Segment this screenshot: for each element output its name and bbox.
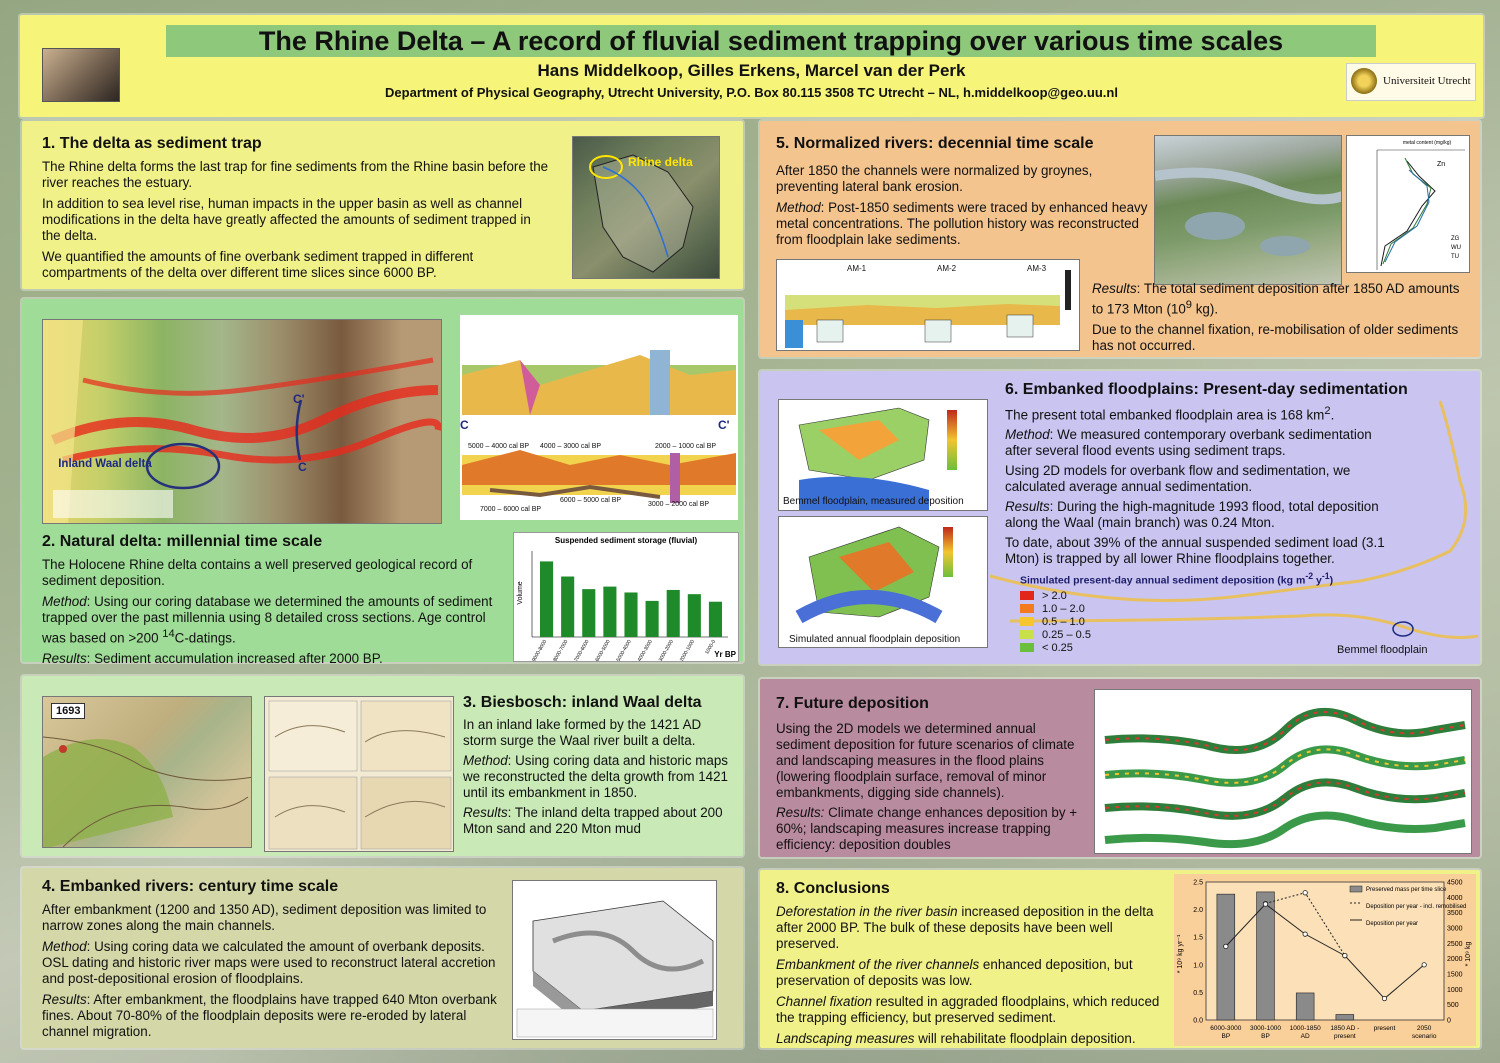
s6-paragraph-1: The present total embanked floodplain area is 168 $km^2$. — [1005, 405, 1335, 423]
legend-label: 0.5 – 1.0 — [1042, 615, 1085, 628]
legend-item — [1020, 603, 1333, 615]
y1-tick: 2.0 — [1193, 907, 1203, 915]
legend-title: Simulated present-day annual sediment deposition (kg $m^{-2}$ $y^{-1}$) — [1020, 571, 1334, 587]
y2-tick: 4500 — [1447, 879, 1463, 887]
category-label: 3000-1000 — [1249, 1025, 1282, 1032]
legend-items — [1020, 590, 1333, 654]
legend-item — [1020, 642, 1333, 654]
xsec-core-label: AM-3 — [1027, 264, 1047, 273]
s3-paragraph-1: In an inland lake formed by the 1421 AD storm surge the Waal river built a delta. — [463, 717, 702, 748]
storage-bar — [540, 561, 553, 637]
metal-element: Zn — [1437, 161, 1446, 168]
s2-paragraph-1: The Holocene Rhine delta contains a well preserved geological record of sediment deposition. — [42, 557, 473, 588]
category-label: present — [1373, 1025, 1396, 1032]
y1-tick: 2.5 — [1193, 879, 1203, 887]
metal-legend-item: ZG — [1451, 236, 1460, 242]
s5-paragraph-2: Method: Post-1850 sediments were traced by enhanced heavy metal concentrations. The pollution history was reconstructed from floodplain lake sediments. — [776, 200, 1148, 247]
legend-label: 0.25 – 0.5 — [1042, 628, 1091, 641]
s6-paragraph-3: Using 2D models for overbank flow and sedimentation, we calculated average annual sedimentation. — [1005, 463, 1351, 495]
chart-ylabel: Volume — [517, 581, 524, 605]
bemmel-floodplain-label: Bemmel floodplain — [1337, 644, 1428, 656]
s7-paragraph-2: Results: Climate change enhances deposition by + 60%; landscaping measures increase trapping efficiency: deposition doubles — [776, 805, 1078, 852]
xsec-period-label: 7000 – 6000 cal BP — [480, 506, 542, 513]
y2-tick: 4000 — [1447, 894, 1463, 902]
metal-legend-item: WU — [1451, 245, 1461, 251]
deposition-legend — [1020, 571, 1333, 655]
storage-tick-label: 7000-6000 — [573, 639, 591, 661]
sediment-storage-chart — [513, 532, 739, 662]
conclusion-chart — [1174, 874, 1476, 1046]
university-seal-icon — [1351, 68, 1377, 94]
s4-paragraph-1: After embankment (1200 and 1350 AD), sediment deposition was limited to narrow zones along the main channels. — [42, 902, 487, 933]
remobilised-deposition-line-point — [1303, 891, 1307, 895]
inland-waal-delta-label: Inland Waal delta — [58, 458, 152, 470]
y1-tick: 1.5 — [1193, 934, 1203, 942]
s4-paragraph-3: Results: After embankment, the floodplains have trapped 640 Mton overbank fines. About 70-80% of the floodplain deposits were re-eroded by lateral channel migration. — [42, 992, 497, 1039]
legend-label: Deposition per year — [1366, 921, 1419, 927]
s3-paragraph-2: Method: Using coring data and historic maps we reconstructed the delta growth from 1421 until its embankment in 1850. — [463, 753, 728, 800]
storage-bar — [582, 589, 595, 637]
header — [20, 15, 1483, 117]
simulated-deposition-svg — [779, 517, 988, 648]
map-c-prime-label: C' — [293, 392, 305, 406]
future-scenario-maps — [1094, 689, 1472, 854]
sediment-storage-chart-svg — [514, 533, 738, 661]
y2-axis-label: * 10⁹ kg — [1465, 941, 1472, 967]
preserved-mass-bar — [1217, 894, 1235, 1020]
metal-profile-chart — [1346, 135, 1470, 273]
historic-map-1693 — [42, 696, 252, 848]
rhine-delta-label: Rhine delta — [628, 155, 693, 169]
y1-axis-label: * 10⁹ kg yr⁻¹ — [1177, 934, 1184, 974]
s4-paragraph-2: Method: Using coring data we calculated the amount of overbank deposits. OSL dating and historic river maps were used to reconstruct lateral accretion and post-depositional erosion of floodplains. — [42, 939, 496, 986]
section-4-panel — [22, 868, 743, 1048]
section-8-title: 8. Conclusions — [776, 880, 890, 897]
preserved-mass-bar — [1296, 993, 1314, 1020]
chart-title: Suspended sediment storage (fluvial) — [554, 536, 698, 545]
category-label: BP — [1221, 1033, 1231, 1040]
simulated-deposition-map — [778, 516, 988, 648]
section-6-panel — [760, 371, 1480, 664]
section-3-title: 3. Biesbosch: inland Waal delta — [463, 694, 702, 711]
floodplain-xsec-svg — [777, 260, 1080, 351]
legend-bar-swatch — [1350, 886, 1362, 892]
metal-title: metal content (mg/kg) — [1402, 140, 1452, 146]
category-label: 2050 — [1416, 1025, 1432, 1032]
s3-paragraph-3: Results: The inland delta trapped about 200 Mton sand and 220 Mton mud — [463, 805, 723, 836]
block-diagram-svg — [513, 881, 717, 1040]
aerial-photo-svg — [1155, 136, 1342, 285]
bemmel-measured-caption: Bemmel floodplain, measured deposition — [783, 496, 964, 507]
conclusion-2: Embankment of the river channels enhanced deposition, but preservation of deposits was low. — [776, 957, 1133, 988]
university-logo — [1346, 63, 1476, 101]
y1-tick: 0.5 — [1193, 989, 1203, 997]
xsec-c-label: C — [460, 418, 469, 432]
bemmel-measured-svg — [779, 400, 988, 511]
legend-item — [1020, 590, 1333, 602]
historic-map-svg — [43, 697, 252, 848]
section-2-panel — [22, 299, 743, 667]
deposition-line-point — [1343, 953, 1347, 957]
affiliation: Department of Physical Geography, Utrecht University, P.O. Box 80.115 3508 TC Utrecht – NL, h.middelkoop@geo.uu.nl — [385, 85, 1118, 100]
logo-text: Universiteit Utrecht — [1383, 75, 1471, 87]
cross-section-figure — [460, 315, 738, 520]
storage-bar — [688, 594, 701, 637]
y2-tick: 3500 — [1447, 910, 1463, 918]
y2-tick: 2500 — [1447, 940, 1463, 948]
floodplain-block-diagram — [512, 880, 717, 1040]
cross-section-svg — [460, 315, 738, 520]
legend-label: > 2.0 — [1042, 589, 1067, 602]
metal-legend-item: TU — [1451, 254, 1459, 260]
legend-swatch — [1020, 643, 1034, 652]
storage-bar — [603, 587, 616, 637]
section-5-panel — [760, 121, 1480, 357]
xsec-period-label: 6000 – 5000 cal BP — [560, 497, 622, 504]
simulated-map-caption: Simulated annual floodplain deposition — [789, 634, 961, 645]
chart-xlabel: Yr BP — [714, 650, 736, 659]
floodplain-cross-section — [776, 259, 1080, 351]
delta-growth-maps — [264, 696, 454, 852]
s5-paragraph-1: After 1850 the channels were normalized by groynes, preventing lateral bank erosion. — [776, 163, 1093, 194]
rhine-basin-map — [572, 136, 720, 279]
storage-bar — [561, 577, 574, 637]
delta-map-svg — [43, 320, 442, 524]
storage-tick-label: 4000-3000 — [636, 639, 654, 661]
storage-bar — [624, 592, 637, 637]
river-aerial-photo — [1154, 135, 1342, 285]
storage-tick-label: 5000-4000 — [615, 639, 633, 661]
legend-item — [1020, 629, 1333, 641]
legend-label: Deposition per year - incl. remobilised — [1366, 904, 1467, 910]
s5-paragraph-4: Due to the channel fixation, re-mobilisation of older sediments has not occurred. — [1092, 322, 1459, 354]
category-label: BP — [1261, 1033, 1270, 1040]
deposition-line-point — [1422, 963, 1426, 967]
deposition-line-point — [1382, 996, 1386, 1000]
section-1-title: 1. The delta as sediment trap — [42, 135, 262, 152]
map-c-label: C — [298, 460, 307, 474]
deposition-line-point — [1263, 902, 1267, 906]
authors: Hans Middelkoop, Gilles Erkens, Marcel van der Perk — [537, 61, 966, 80]
section-1-panel — [22, 121, 743, 289]
section-4-title: 4. Embanked rivers: century time scale — [42, 878, 339, 895]
xsec-period-label: 3000 – 2000 cal BP — [648, 501, 710, 508]
xsec-core-label: AM-1 — [847, 264, 867, 273]
bemmel-measured-map — [778, 399, 988, 511]
y2-tick: 2000 — [1447, 956, 1463, 964]
s5-paragraph-3: Results: The total sediment deposition after 1850 AD amounts to 173 Mton ($10^9$ kg). — [1092, 281, 1460, 317]
deposition-line-point — [1224, 944, 1228, 948]
legend-item — [1020, 616, 1333, 628]
legend-label: 1.0 – 2.0 — [1042, 602, 1085, 615]
xsec-core-label: AM-2 — [937, 264, 957, 273]
s2-paragraph-2: Method: Using our coring database we determined the amounts of sediment trapped over the past millennia using 8 detailed cross sections. Age control was based on >200 $^{14}$C-datings. — [42, 594, 493, 646]
xsec-period-label: 5000 – 4000 cal BP — [468, 443, 530, 450]
storage-tick-label: 6000-5000 — [594, 639, 612, 661]
storage-bar — [646, 601, 659, 637]
legend-swatch — [1020, 617, 1034, 626]
y1-tick: 1.0 — [1193, 962, 1203, 970]
y2-tick: 3000 — [1447, 925, 1463, 933]
y2-tick: 1500 — [1447, 971, 1463, 979]
legend-label: Preserved mass per time slice — [1366, 887, 1447, 893]
storage-bar — [667, 590, 680, 637]
conclusion-3: Channel fixation resulted in aggraded floodplains, which reduced the trapping efficiency, but preserved sediment. — [776, 994, 1160, 1025]
category-label: present — [1333, 1033, 1356, 1040]
s1-paragraph-3: We quantified the amounts of fine overbank sediment trapped in different compartments of the delta over different time slices since 6000 BP. — [42, 249, 474, 280]
xsec-period-label: 2000 – 1000 cal BP — [655, 443, 717, 450]
map-year-label: 1693 — [51, 703, 85, 719]
metal-profile-svg — [1347, 136, 1470, 273]
xsec-c-prime-label: C' — [718, 418, 730, 432]
conclusion-1: Deforestation in the river basin increased deposition in the delta after 2000 BP. The bulk of these deposits have been well preserved. — [776, 904, 1154, 951]
y2-tick: 1000 — [1447, 986, 1463, 994]
storage-tick-label: 2000-1000 — [678, 639, 697, 661]
s1-paragraph-1: The Rhine delta forms the last trap for fine sediments from the Rhine basin before the river reaches the estuary. — [42, 159, 549, 190]
poster-title: The Rhine Delta – A record of fluvial sediment trapping over various time scales — [166, 25, 1376, 57]
s1-paragraph-2: In addition to sea level rise, human impacts in the upper basin as well as channel modifications in the delta have greatly affected the amounts of sediment trapped in the delta. — [42, 196, 531, 243]
legend-swatch — [1020, 591, 1034, 600]
delta-paleogeographic-map — [42, 319, 442, 524]
conclusion-chart-svg — [1174, 874, 1476, 1046]
legend-swatch — [1020, 630, 1034, 639]
category-label: 6000-3000 — [1210, 1025, 1242, 1032]
section-7-title: 7. Future deposition — [776, 695, 929, 712]
scenario-maps-svg — [1095, 690, 1472, 854]
y2-tick: 0 — [1447, 1017, 1451, 1025]
section-7-panel — [760, 679, 1480, 857]
xsec-period-label: 4000 – 3000 cal BP — [540, 443, 602, 450]
section-2-title: 2. Natural delta: millennial time scale — [42, 533, 323, 550]
conclusion-4: Landscaping measures will rehabilitate floodplain deposition. — [776, 1031, 1136, 1046]
storage-tick-label: 9000-8000 — [531, 639, 549, 661]
delta-growth-svg — [265, 697, 454, 852]
storage-bar — [709, 602, 722, 637]
category-label: 1850 AD - — [1330, 1025, 1360, 1032]
section-5-title: 5. Normalized rivers: decennial time scale — [776, 135, 1094, 152]
storage-tick-label: 1000-0 — [704, 639, 718, 656]
category-label: 1000-1850 — [1289, 1025, 1321, 1032]
y2-tick: 500 — [1447, 1002, 1459, 1010]
y1-tick: 0.0 — [1193, 1017, 1203, 1025]
legend-swatch — [1020, 604, 1034, 613]
s6-paragraph-4: Results: During the high-magnitude 1993 flood, total deposition along the Waal (main branch) was 0.24 Mton. — [1005, 499, 1379, 531]
storage-tick-label: 3000-2000 — [657, 639, 675, 661]
category-label: scenario — [1411, 1033, 1437, 1040]
category-label: AD — [1300, 1033, 1310, 1040]
s2-paragraph-3: Results: Sediment accumulation increased after 2000 BP. — [42, 651, 383, 667]
section-3-panel — [22, 676, 743, 856]
s7-paragraph-1: Using the 2D models we determined annual sediment deposition for future scenarios of climate and landscaping measures in the flood plains (lowering floodplain surface, removal of minor embankments, digging side channels). — [776, 721, 1075, 800]
preserved-mass-bar — [1336, 1014, 1354, 1020]
legend-label: < 0.25 — [1042, 641, 1073, 654]
storage-tick-label: 8000-7000 — [552, 639, 570, 661]
plot-area — [1206, 882, 1444, 1020]
section-8-panel — [760, 870, 1480, 1048]
deposition-line-point — [1303, 932, 1307, 936]
s6-paragraph-5: To date, about 39% of the annual suspended sediment load (3.1 Mton) is trapped by all lower Rhine floodplains together. — [1005, 535, 1385, 567]
s6-paragraph-2: Method: We measured contemporary overbank sedimentation after several flood events using sediment traps. — [1005, 427, 1372, 459]
section-6-title: 6. Embanked floodplains: Present-day sedimentation — [1005, 381, 1408, 398]
